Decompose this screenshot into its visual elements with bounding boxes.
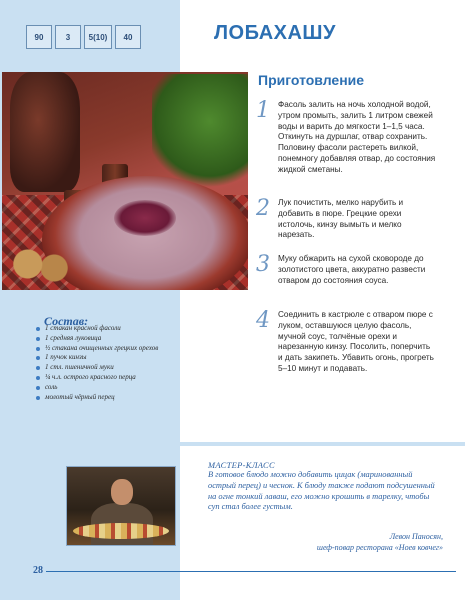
walnuts: [8, 244, 74, 284]
page-number: 28: [33, 565, 43, 576]
recipe-badges: [26, 25, 141, 51]
time-icon: [26, 25, 52, 49]
author-credit: [317, 531, 443, 553]
preparation-heading: Приготовление: [258, 72, 365, 88]
dish-photo: [2, 72, 248, 290]
step-text: Лук почистить, мелко нарубить и добавить в пюре. Грецкие орехи истолочь, кинзу вымыть и мелко нарезать.: [278, 198, 404, 240]
time-label: 90: [34, 32, 44, 42]
step-text: Соединить в кастрюле с отваром пюре с луком, оставшуюся целую фасоль, мучной соус, толчёные орехи и нарезанную кинзу. Посолить, поперчить и дать закипеть. Убавить огонь, прогреть 5–10 минут и подавать.: [278, 310, 434, 373]
list-item: ½ стакана очищенных грецких орехов: [36, 344, 186, 354]
list-item: ¼ ч.л. острого красного перца: [36, 373, 186, 383]
ingredients-heading: Состав:: [44, 314, 89, 328]
section-divider: [180, 442, 465, 446]
list-item: 1 пучок кинзы: [36, 353, 186, 363]
step-number: 3: [256, 252, 270, 277]
difficulty-badge: [84, 25, 112, 49]
step-3: [256, 254, 436, 286]
step-number: 4: [256, 308, 270, 333]
step-text: Муку обжарить на сухой сковороде до золотистого цвета, аккуратно развести отваром до состояния соуса.: [278, 254, 426, 285]
list-item: молотый чёрный перец: [36, 393, 186, 403]
step-number: 2: [256, 196, 270, 221]
step-number: 1: [256, 98, 270, 123]
red-beans: [114, 200, 176, 236]
serving-dish: [73, 523, 169, 539]
list-item: 1 средняя луковица: [36, 334, 186, 344]
list-item: 1 стл. пшеничной муки: [36, 363, 186, 373]
calorie-icon: [115, 25, 141, 49]
chef-photo: [66, 466, 176, 546]
recipe-title: ЛОБАХАШУ: [214, 22, 336, 44]
herbs: [152, 74, 248, 192]
list-item: соль: [36, 383, 186, 393]
master-class-text: В готовое блюдо можно добавить цицак (маринованный острый перец) и чеснок. К блюду также подают подсушенный на огне тонкий лаваш, его можно крошить в тарелку, чтобы суп стал более густым.: [208, 470, 435, 512]
author-name: Левон Паносян,: [389, 532, 443, 541]
difficulty-label: 5(10): [88, 32, 108, 42]
calorie-label: 40: [123, 32, 133, 42]
servings-label: 3: [65, 32, 71, 42]
step-text: Фасоль залить на ночь холодной водой, утром промыть, залить 1 литром свежей воды и варить до мягкости 1–1,5 часа. Откинуть на дуршлаг, отвар сохранить. Половину фасоли растереть вилкой, понемногу добавляя отвар, до состояния жидкой сметаны.: [278, 100, 436, 174]
step-2: [256, 198, 436, 241]
ingredients-list: [36, 324, 186, 402]
author-role: шеф-повар ресторана «Ноев ковчег»: [316, 543, 443, 552]
master-class-heading: МАСТЕР-КЛАСС: [208, 460, 275, 470]
footer-rule: [46, 571, 456, 572]
list-item: 1 стакан красной фасоли: [36, 324, 186, 334]
step-1: [256, 100, 436, 176]
servings-icon: [55, 25, 81, 49]
chef-face: [111, 479, 133, 505]
clay-jug: [10, 72, 80, 192]
step-4: [256, 310, 436, 375]
